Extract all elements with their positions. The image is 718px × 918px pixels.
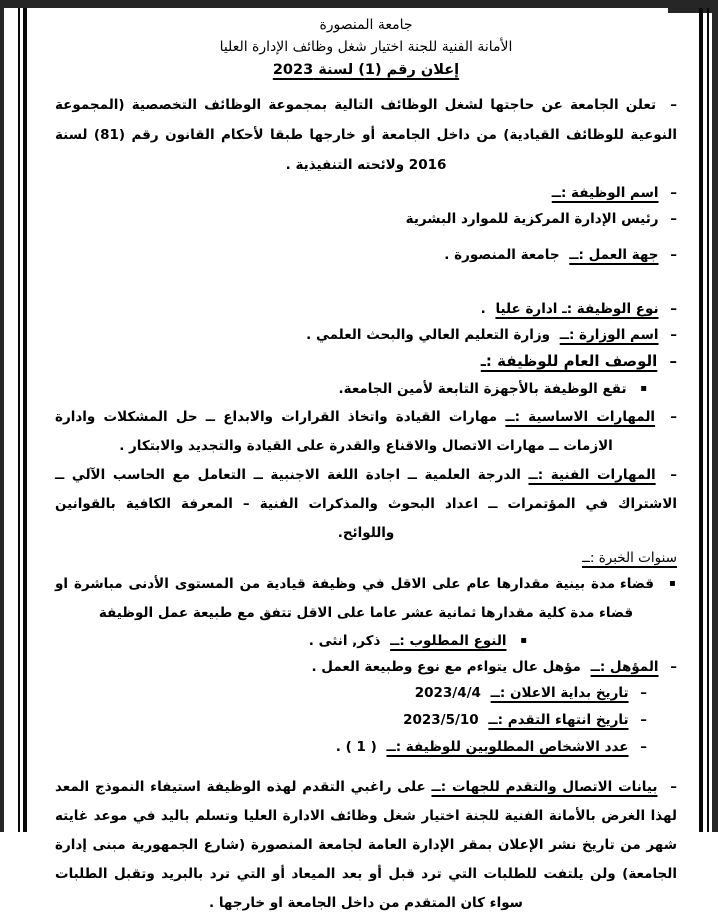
employer-row [55, 242, 677, 268]
start-date-row [55, 680, 677, 707]
job-type-suffix: . [480, 301, 486, 317]
job-type-row [55, 296, 677, 322]
core-skills-text: مهارات القيادة واتخاذ القرارات والابداع ــ حل المشكلات وادارة الازمات ــ مهارات الاتصال والاقناع والقدرة على القيادة والتجديد والابتكار . [55, 409, 613, 454]
doc-title-announcement [55, 58, 677, 82]
description-bullet-text: تقع الوظيفة بالأجهزة التابعة لأمين الجامعة. [338, 381, 627, 397]
intro-text: تعلن الجامعة عن حاجتها لشغل الوظائف التالية بمجموعة الوظائف التخصصية (المجموعة النوعية للوظائف القيادية) من داخل الجامعة أو خارجها طبقا لأحكام القانون رقم (81) لسنة 2016 ولائحته التنفيذية . [55, 97, 677, 173]
technical-skills-label: المهارات الفنية :ــ [528, 467, 656, 483]
dash-marker: – [640, 712, 647, 728]
technical-skills-paragraph [55, 461, 677, 548]
scan-edge-left [0, 0, 4, 832]
vacancies-label: عدد الاشخاص المطلوبين للوظيفة :ــ [386, 739, 629, 755]
core-skills-paragraph [55, 403, 677, 461]
scan-edge-right [712, 0, 718, 832]
start-date-value: 2023/4/4 [414, 685, 481, 701]
start-date-label: تاريخ بداية الاعلان :ــ [490, 685, 629, 701]
employer-value: جامعة المنصورة . [444, 247, 560, 263]
page-inner-border [23, 8, 703, 911]
square-bullet-icon: ▪ [640, 383, 647, 394]
ministry-row [55, 322, 677, 348]
end-date-row [55, 707, 677, 734]
experience-heading [55, 548, 677, 569]
end-date-value: 2023/5/10 [403, 712, 479, 728]
core-skills-label: المهارات الاساسية :ــ [505, 409, 656, 425]
experience-bullet-paragraph [55, 569, 677, 628]
announcement-number-text: إعلان رقم (1) لسنة 2023 [272, 62, 460, 78]
page-double-border-frame [18, 8, 709, 911]
experience-bullet-text: قضاء مدة بينية مقدارها عام على الاقل في وظيفة قيادية من المستوى الأدنى مباشرة او قضاء مدة كلية مقدارها ثمانية عشر عاما على الاقل تتفق مع طبيعة عمل الوظيفة [55, 576, 654, 621]
doc-title-committee: الأمانة الفنية للجنة اختيار شغل وظائف الإدارة العليا [219, 39, 513, 55]
dash-marker: – [670, 301, 677, 317]
vacancies-row [55, 734, 677, 761]
scan-edge-top [0, 0, 718, 8]
gender-label: النوع المطلوب :ــ [390, 633, 507, 649]
dash-marker: – [670, 467, 678, 483]
square-bullet-icon: ▪ [668, 578, 677, 589]
job-name-label-row [55, 180, 677, 206]
dash-marker: – [640, 685, 647, 701]
dash-marker: – [670, 779, 677, 795]
contact-paragraph [55, 773, 677, 918]
technical-skills-text: الدرجة العلمية ــ اجادة اللغة الاجنبية ــ التعامل مع الحاسب الآلي ــ الاشتراك في المؤتمرات ــ اعداد البحوث والمذكرات الفنية – المعرفة الكافية بالقوانين واللوائح. [55, 467, 677, 541]
dash-marker: – [670, 327, 677, 343]
contact-text: على راغبي التقدم لهذه الوظيفة استيفاء النموذج المعد لهذا الغرض بالأمانة الفنية للجنة اختيار شغل وظائف الادارة العليا وتسلم باليد في موعد غايته شهر من تاريخ نشر الإعلان بمقر الإدارة العامة لجامعة المنصورة (شارع الجمهورية مبنى إدارة الجامعة) ولن يلتفت للطلبات التي ترد قبل أو بعد الميعاد أو التي ترد بالبريد وتقبل الطلبات سواء كان المتقدم من داخل الجامعة او خارجها . [55, 779, 677, 911]
vacancies-value: ( 1 ) . [335, 739, 377, 755]
qualification-value: مؤهل عال يتواءم مع نوع وطبيعة العمل . [311, 659, 581, 675]
job-name-value-row [55, 206, 677, 232]
document-content [55, 8, 678, 911]
doc-title-university: جامعة المنصورة [319, 17, 413, 33]
gender-value: ذكر, انثى . [308, 633, 381, 649]
dash-marker: – [640, 739, 647, 755]
employer-label: جهة العمل :ــ [569, 247, 659, 263]
general-description-heading [55, 348, 677, 375]
dash-marker: – [670, 659, 677, 675]
experience-label: سنوات الخبرة :ــ [581, 550, 677, 566]
square-bullet-icon: ▪ [520, 635, 527, 646]
gender-row [55, 628, 677, 654]
dash-marker: – [670, 247, 677, 263]
dash-marker: – [669, 352, 677, 370]
job-type-label: نوع الوظيفة :ـ ادارة عليا [495, 301, 659, 317]
general-description-label: الوصف العام للوظيفة :ـ [480, 352, 658, 370]
intro-paragraph [55, 90, 677, 180]
qualification-row [55, 654, 677, 680]
job-name-value: رئيس الإدارة المركزية للموارد البشرية [405, 211, 659, 227]
end-date-label: تاريخ انتهاء التقدم :ــ [488, 712, 629, 728]
dash-marker: – [670, 211, 677, 227]
dash-marker: – [670, 97, 678, 113]
dash-marker: – [670, 409, 677, 425]
ministry-value: وزارة التعليم العالي والبحث العلمي . [306, 327, 551, 343]
dash-marker: – [670, 185, 677, 201]
description-bullet-row [55, 375, 677, 403]
job-name-label: اسم الوظيفة :ــ [551, 185, 659, 201]
contact-label: بيانات الاتصال والتقدم للجهات :ــ [431, 779, 658, 795]
qualification-label: المؤهل :ــ [590, 659, 659, 675]
ministry-label: اسم الوزارة :ــ [559, 327, 659, 343]
